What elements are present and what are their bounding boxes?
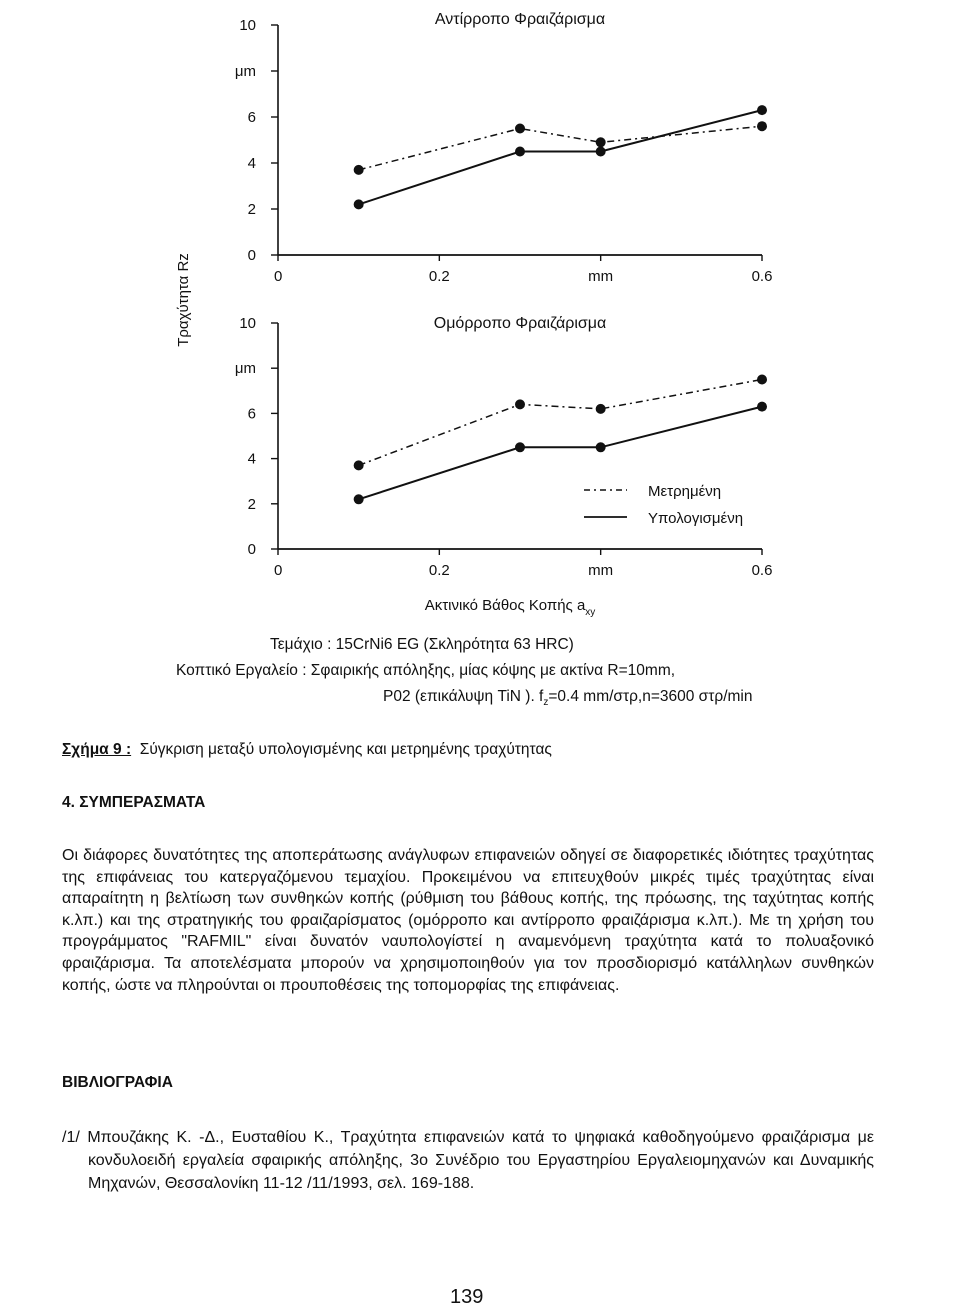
y-axis-label: Τραχύτητα Rz: [175, 253, 192, 347]
y-tick-label: 6: [247, 405, 256, 423]
legend: [584, 483, 743, 527]
y-tick-label: 2: [247, 201, 256, 218]
chart-top: [235, 11, 773, 285]
figure-caption-text: Σύγκριση μεταξύ υπολογισμένης και μετρημένης τραχύτητας: [139, 741, 552, 758]
data-point: [515, 147, 525, 157]
y-tick-label: 10: [239, 315, 256, 332]
data-point: [515, 124, 525, 134]
caption-line-1: Τεμάχιο : 15CrNi6 EG (Σκληρότητα 63 HRC): [270, 636, 574, 653]
data-point: [596, 404, 606, 414]
page-number: 139: [450, 1286, 484, 1308]
y-tick-label: 4: [247, 450, 256, 468]
data-point: [596, 147, 606, 157]
x-tick-label: mm: [588, 562, 614, 579]
chart-bottom: [235, 315, 773, 579]
bibliography-entry: /1/ Μπουζάκης Κ. -Δ., Ευσταθίου Κ., Τραχύτητα επιφανειών κατά το ψηφιακά καθοδηγούμενο φραιζάρισμα με κονδυλοειδή εργαλεία σφαιρικής απόληξης, 3ο Συνέδριο του Εργαστηρίου Εργαλειομηχανών και Δυναμικής Μηχανών, Θεσσαλονίκη 11-12 /11/1993, σελ. 169-188.: [62, 1129, 874, 1192]
y-tick-label: 4: [247, 155, 256, 172]
section-heading: 4. ΣΥΜΠΕΡΑΣΜΑΤΑ: [62, 794, 206, 811]
figure-caption-label: Σχήμα 9 :: [62, 741, 132, 758]
data-point: [596, 442, 606, 452]
x-tick-label: 0: [274, 562, 283, 579]
x-tick-label: mm: [588, 268, 614, 285]
data-point: [354, 460, 364, 470]
figure: [0, 0, 960, 640]
caption-line-3: P02 (επικάλυψη TiN ). $f_z=0.4$ mm/στρ,n=3600 στρ/min: [383, 688, 753, 709]
legend-calculated-label: Υπολογισμένη: [648, 510, 744, 527]
data-point: [515, 442, 525, 452]
x-axis-label: Ακτινικό Βάθος Κοπής $a_{xy}$: [424, 597, 596, 618]
data-point: [757, 121, 767, 131]
caption-line-2: Κοπτικό Εργαλείο : Σφαιρικής απόληξης, μίας κόψης με ακτίνα R=10mm,: [176, 662, 676, 679]
chart-title: Αντίρροπο Φραιζάρισμα: [434, 11, 606, 28]
series-line-calculated: [359, 110, 762, 204]
y-tick-label: 10: [239, 17, 256, 34]
y-tick-label: 6: [247, 109, 256, 126]
x-tick-label: 0.2: [428, 562, 450, 579]
data-point: [354, 165, 364, 175]
data-point: [596, 137, 606, 147]
y-tick-label: μm: [234, 360, 256, 378]
data-point: [354, 199, 364, 209]
data-point: [354, 494, 364, 504]
y-tick-label: 2: [247, 495, 256, 513]
x-tick-label: 0.6: [751, 562, 773, 579]
x-tick-label: 0.6: [751, 268, 773, 285]
data-point: [515, 399, 525, 409]
bibliography-heading: ΒΙΒΛΙΟΓΡΑΦΙΑ: [62, 1074, 173, 1091]
y-tick-label: 0: [247, 541, 256, 558]
data-point: [757, 105, 767, 115]
data-point: [757, 402, 767, 412]
x-tick-label: 0: [274, 268, 283, 285]
y-tick-label: μm: [234, 63, 256, 80]
chart-title: Ομόρροπο Φραιζάρισμα: [433, 315, 607, 332]
x-tick-label: 0.2: [428, 268, 450, 285]
conclusions-paragraph: Οι διάφορες δυνατότητες της αποπεράτωσης ανάγλυφων επιφανειών οδηγεί σε διαφορετικές ιδιότητες τραχύτητας της επιφάνειας του κατεργαζόμενου τεμαχίου. Προκειμένου να επιτευχθούν μικρές τιμές τραχύτητας είναι απαραίτητη η βελτίωση των συνθηκών κοπής (ρύθμιση του βάθους κοπής, της πρόωσης, της ταχύτητας κοπής κ.λπ.) και της στρατηγικής του φραιζαρίσματος (ομόρροπο και αντίρροπο φραιζάρισμα κ.λπ.). Με τη χρήση του προγράμματος "RAFMIL" είναι δυνατόν ναυπολογίστεί η αναμενόμενη τραχύτητα κατά το πολυαξονικό φραιζάρισμα. Τα αποτελέσματα μπορούν να χρησιμοποιηθούν για τον προσδιορισμό κατάλληλων συνθηκών κοπής, ώστε να πληρούνται οι προυποθέσεις της τοπομορφίας της επιφάνειας.: [62, 847, 874, 994]
legend-measured-label: Μετρημένη: [648, 483, 722, 500]
series-line-measured: [359, 126, 762, 170]
y-tick-label: 0: [247, 247, 256, 264]
data-point: [757, 375, 767, 385]
figure-caption: [62, 741, 552, 759]
